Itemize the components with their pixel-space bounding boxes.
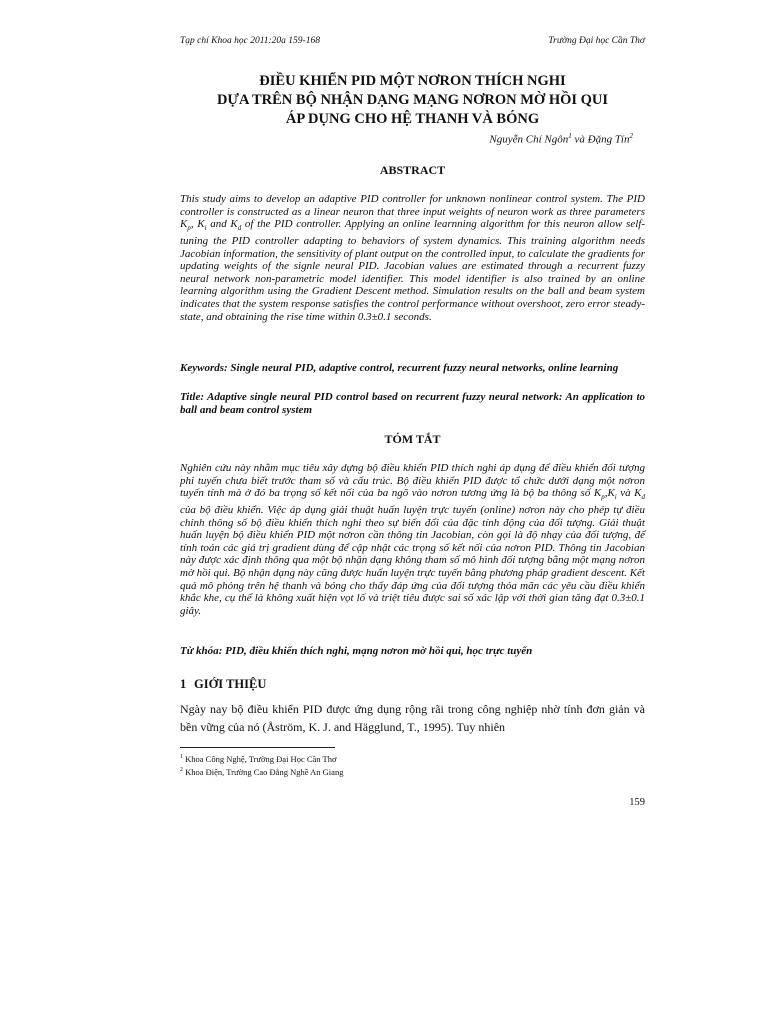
university-header: Trường Đại học Cần Thơ — [548, 36, 645, 46]
footnote-divider — [180, 747, 335, 748]
abstract-keywords: Keywords: Single neural PID, adaptive control, recurrent fuzzy neural networks, online learning — [180, 362, 619, 374]
section-number: 1 — [180, 677, 187, 691]
summary-text: Nghiên cứu này nhằm mục tiêu xây dựng bộ điều khiển PID thích nghi áp dụng để điều khiển đối tượng phi tuyến chưa biết trước tham số và cấu trúc. Bộ điều khiển PID được tổ chức dưới dạng một nơron tuyến tính mà ở đó ba trọng số kết nối của ba ngõ vào nơron tương ứng là bộ ba thông số $K_p,K_i$ và $K_d$ của bộ điều khiển. Việc áp dụng giải thuật huấn luyện trực tuyến (online) nơron này cho phép tự điều chỉnh thông số bộ điều khiển thích nghi theo sự biến đổi của đặc tính động của đối tượng. Giải thuật huấn luyện bộ điều khiển PID một nơron cần thông tin Jacobian, còn gọi là độ nhạy của đối tượng, để tính toán các giá trị gradient dùng để cập nhật các trọng số kết nối của nơron PID. Thông tin Jacobian này được xác định thông qua một bộ nhận dạng không tham số mô hình đối tượng bằng một mạng nơron mờ hồi qui. Bộ nhận dạng này cũng được huấn luyện trực tuyến bằng phương pháp gradient descent. Kết quả mô phỏng trên hệ thanh và bóng cho thấy đáp ứng của đối tượng thỏa mãn các yêu cầu điều khiển khắc khe, cụ thể là không xuất hiện vọt lố và triệt tiêu được sai số xác lập với thời gian tăng đạt 0.3±0.1 giây. — [180, 462, 645, 617]
section-1-text: Ngày nay bộ điều khiển PID được ứng dụng rộng rãi trong công nghiệp nhờ tính đơn giản và bền vững của nó (Åström, K. J. and Hägglund, T., 1995). Tuy nhiên — [180, 702, 645, 734]
title-line-1: ĐIỀU KHIỂN PID MỘT NƠRON THÍCH NGHI — [259, 73, 566, 89]
journal-header: Tạp chí Khoa học 2011:20a 159-168 — [180, 36, 320, 46]
title-line-3: ÁP DỤNG CHO HỆ THANH VÀ BÓNG — [285, 111, 540, 127]
section-1-heading — [180, 677, 266, 692]
abstract-heading: ABSTRACT — [379, 163, 446, 177]
footnote-1: $^1$ Khoa Công Nghệ, Trường Đại Học Cần Thơ — [180, 753, 337, 764]
author-connector: và — [571, 133, 588, 146]
title-line-2: DỰA TRÊN BỘ NHẬN DẠNG MẠNG NƠRON MỜ HỒI QUI — [216, 92, 609, 108]
author-1: Nguyễn Chí Ngôn — [489, 133, 569, 146]
page-number: 159 — [629, 797, 645, 808]
author-line — [489, 132, 633, 146]
footnote-2: $^2$ Khoa Điện, Trường Cao Đẳng Nghề An Giang — [180, 767, 344, 778]
summary-keywords: Từ khóa: PID, điều khiển thích nghi, mạng nơron mờ hồi qui, học trực tuyến — [180, 645, 533, 657]
author-2-affiliation-mark: 2 — [629, 132, 633, 140]
footnotes — [180, 752, 343, 779]
abstract-text: This study aims to develop an adaptive PID controller for unknown nonlinear control system. The PID controller is constructed as a linear neuron that three input weights of neuron work as three parameters $K_p$, $K_i$ and $K_d$ of the PID controller. Applying an online learnning algorithm for this neuron allow self-tuning the PID controller adapting to behaviors of system dynamics. This training algorithm needs Jacobian information, the sensitivity of plant output on the controlled input, to calculate the gradients for updating weights of the signle neural PID. Jacobian values are estimated through a recurrent fuzzy neural network non-parametric model identifier. This model identifier is also trained by an online learning algorithm using the Gradient Descent method. Simulation results on the ball and beam system indicates that the system response satisfies the control performance without overshoot, zero error steady-state, and obtaining the rise time within 0.3±0.1 seconds. — [180, 193, 645, 323]
summary-heading: TÓM TẮT — [384, 432, 441, 446]
paper-title — [180, 72, 645, 129]
journal-page — [180, 0, 645, 1024]
author-2: Đặng Tín — [587, 133, 630, 146]
english-title: Title: Adaptive single neural PID control based on recurrent fuzzy neural network: An application to ball and beam control system — [180, 391, 645, 416]
author-1-affiliation-mark: 1 — [568, 132, 572, 140]
section-title: GIỚI THIỆU — [194, 677, 267, 691]
